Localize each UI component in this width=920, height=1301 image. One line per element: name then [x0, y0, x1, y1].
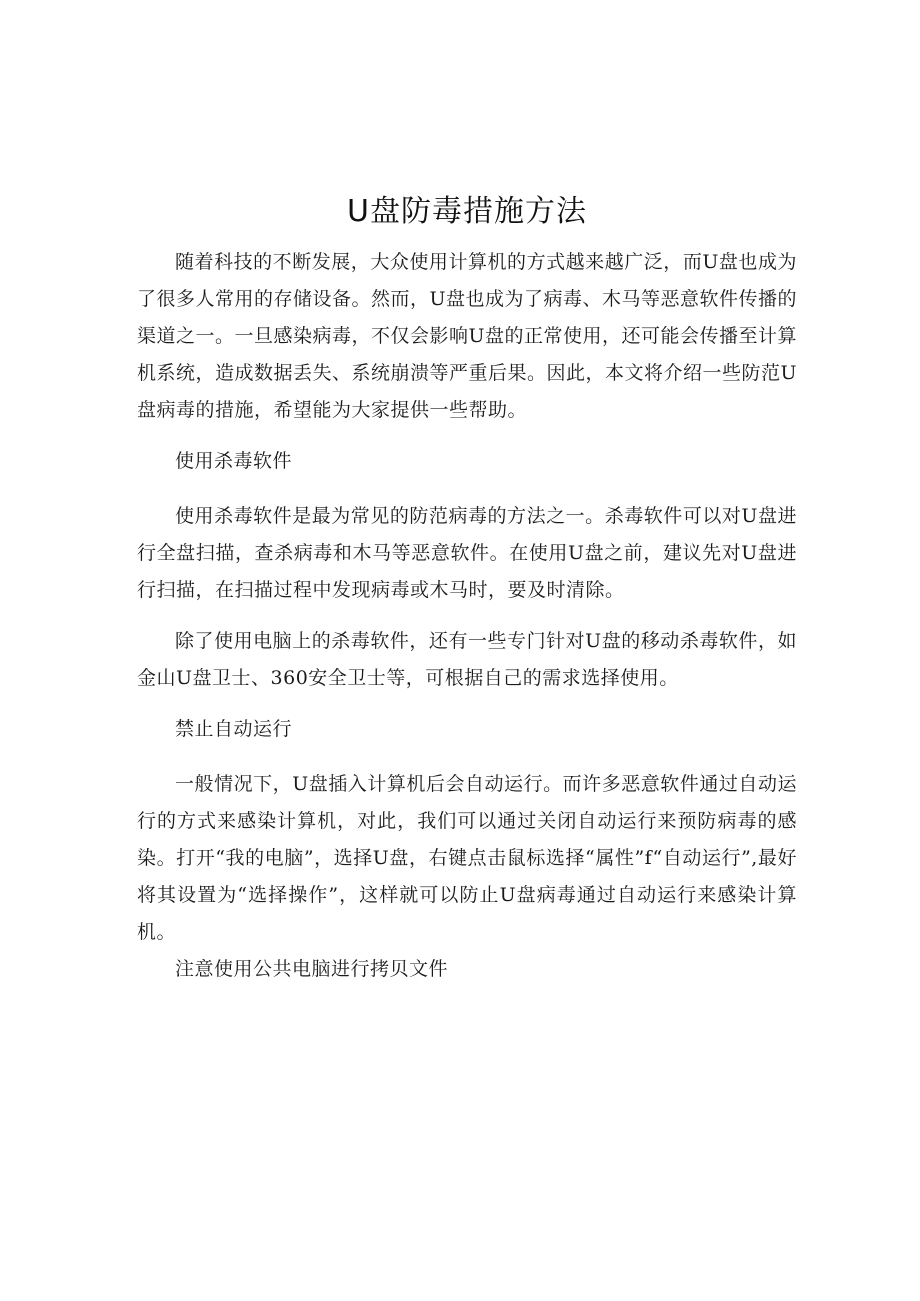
section-heading-public-computer: 注意使用公共电脑进行拷贝文件	[175, 958, 449, 980]
document-title: U盘防毒措施方法	[347, 194, 587, 229]
intro-paragraph: 随着科技的不断发展，大众使用计算机的方式越来越广泛，而U盘也成为了很多人常用的存储设备。然而，U盘也成为了病毒、木马等恶意软件传播的渠道之一。一旦感染病毒，不仅会影响U盘的正常使用，还可能会传播至计算机系统，造成数据丢失、系统崩溃等严重后果。因此，本文将介绍一些防范U盘病毒的措施，希望能为大家提供一些帮助。	[137, 251, 798, 421]
antivirus-paragraph-1: 使用杀毒软件是最为常见的防范病毒的方法之一。杀毒软件可以对U盘进行全盘扫描，查杀病毒和木马等恶意软件。在使用U盘之前，建议先对U盘进行扫描，在扫描过程中发现病毒或木马时，要及时清除。	[137, 505, 797, 601]
section-heading-autorun: 禁止自动运行	[175, 718, 293, 740]
autorun-paragraph: 一般情况下，U盘插入计算机后会自动运行。而许多恶意软件通过自动运行的方式来感染计算机，对此，我们可以通过关闭自动运行来预防病毒的感染。打开“我的电脑”，选择U盘，右键点击鼠标选择“属性”f“自动运行”,最好将其设置为“选择操作”，这样就可以防止U盘病毒通过自动运行来感染计算机。	[137, 773, 797, 943]
document-body	[137, 190, 797, 988]
antivirus-paragraph-2: 除了使用电脑上的杀毒软件，还有一些专门针对U盘的移动杀毒软件，如金山U盘卫士、360安全卫士等，可根据自己的需求选择使用。	[137, 630, 797, 689]
section-heading-antivirus: 使用杀毒软件	[175, 450, 293, 472]
